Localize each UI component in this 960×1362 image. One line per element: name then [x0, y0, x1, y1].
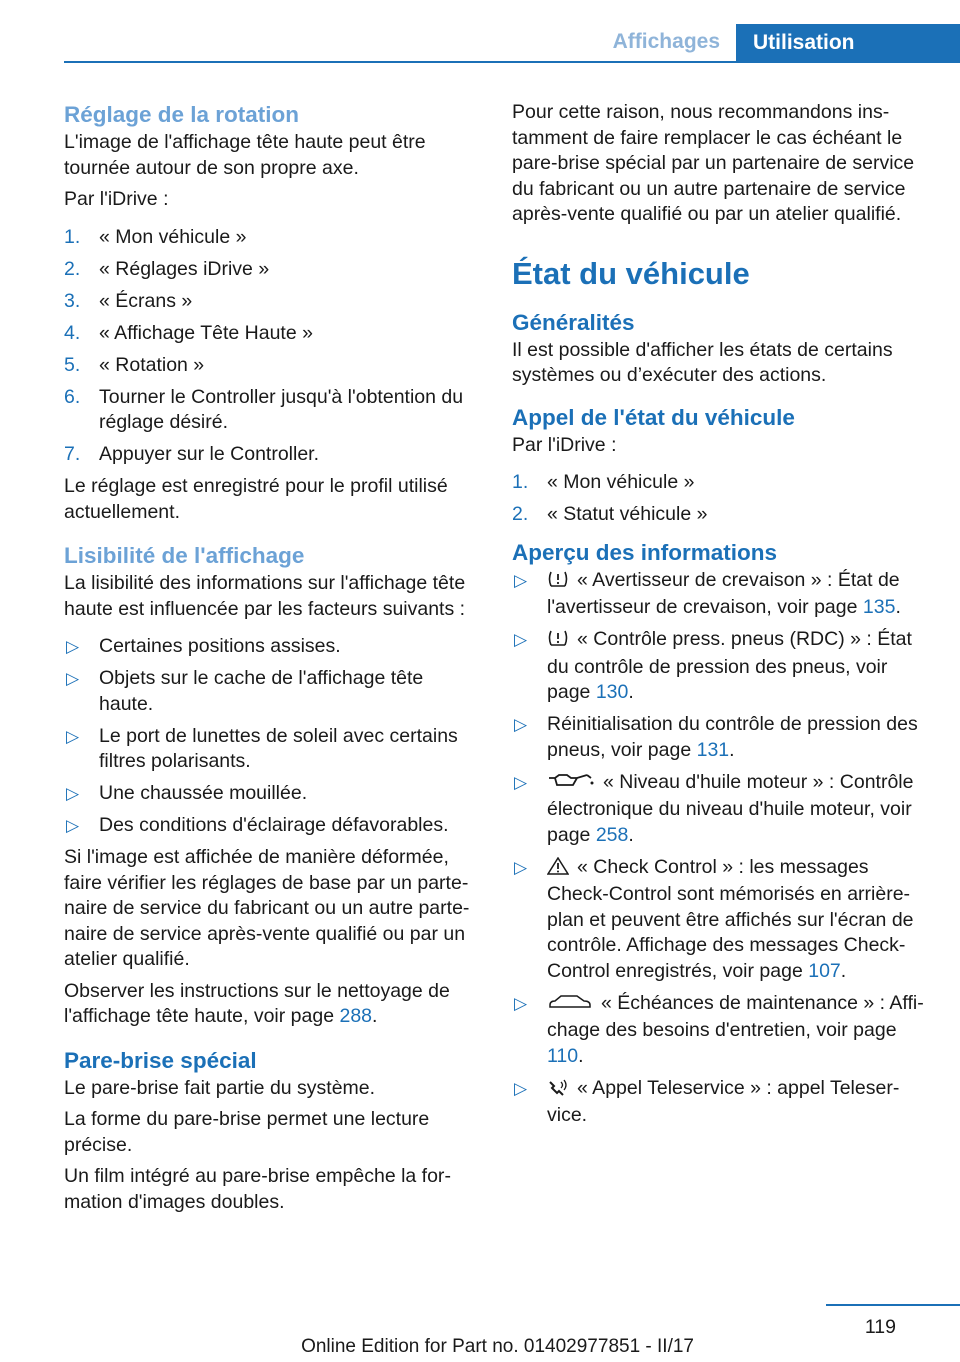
distortion-paragraph: Si l'image est affichée de manière déformée, faire vérifier les réglages de base par un partenaire de service du fabricant ou un autre partenaire de service après-vente qualifié ou par un atelier qualifié.	[64, 846, 470, 970]
footer-rule	[826, 1304, 960, 1306]
bullet-triangle-icon: ▷	[514, 630, 528, 649]
list-item: ▷ « Échéances de maintenance » : Affichage des besoins d'entretien, voir page 110.	[514, 991, 924, 1067]
bullet-triangle-icon: ▷	[66, 637, 80, 656]
vehicle-status-heading: État du véhicule	[512, 255, 750, 291]
list-item: ▷ « Niveau d'huile moteur » : Contrôle électronique du niveau d'huile moteur, voir page 258.	[514, 770, 914, 846]
service-car-icon	[547, 993, 593, 1019]
general-heading: Généralités	[512, 309, 635, 335]
cleaning-paragraph: Observer les instructions sur le nettoyage de l'affichage tête haute, voir page 288.	[64, 979, 450, 1027]
bullet-triangle-icon: ▷	[514, 1078, 528, 1098]
visibility-heading: Lisibilité de l'affichage	[64, 543, 305, 568]
bullet-triangle-icon: ▷	[66, 784, 80, 803]
rotation-intro: L'image de l'affichage tête haute peut être tournée autour de son propre axe.	[64, 131, 426, 179]
bullet-triangle-icon: ▷	[514, 715, 528, 734]
list-item: ▷ « Appel Teleservice » : appel Teleservice.	[514, 1076, 900, 1126]
visibility-intro: La lisibilité des informations sur l'affichage tête haute est influencée par les facteurs suivants :	[64, 572, 466, 620]
bullet-triangle-icon: ▷	[66, 669, 80, 688]
page-link-135[interactable]: 135	[862, 596, 896, 618]
list-item: ▷ « Contrôle press. pneus (RDC) » : État du contrôle de pression des pneus, voir page 130.	[514, 628, 912, 703]
teleservice-icon	[547, 1078, 569, 1104]
bullet-triangle-icon: ▷	[66, 816, 80, 835]
section-tab-affichages[interactable]: Affichages	[612, 30, 720, 53]
header-rule	[64, 61, 960, 63]
windshield-p1: Le pare-brise fait partie du système.	[64, 1076, 376, 1099]
continuation-paragraph: Pour cette raison, nous recommandons instamment de faire remplacer le cas échéant le pare-brise spécial par un partenaire de service du fabricant ou un autre partenaire de service après-vente qualifié ou par un atelier qualifié.	[512, 101, 915, 225]
bullet-triangle-icon: ▷	[514, 570, 528, 590]
list-item: 6. Tourner le Controller jusqu'à l'obtention du réglage désiré.	[64, 385, 464, 433]
page-link-107[interactable]: 107	[808, 959, 841, 982]
list-item: ▷ Objets sur le cache de l'affichage tête haute.	[66, 667, 424, 715]
list-item: 1. « Mon véhicule »	[64, 225, 247, 248]
windshield-p3: Un film intégré au pare-brise empêche la formation d'images doubles.	[64, 1165, 451, 1213]
overview-heading: Aperçu des informations	[512, 539, 778, 565]
list-item: 2. « Réglages iDrive »	[64, 257, 270, 280]
page-link-258[interactable]: 258	[595, 823, 629, 846]
bullet-triangle-icon: ▷	[514, 772, 528, 792]
call-status-via: Par l'iDrive :	[512, 433, 617, 456]
page-link-110[interactable]: 110	[547, 1044, 579, 1067]
oil-level-icon	[547, 772, 595, 798]
right-column	[512, 100, 930, 1135]
page-number: 119	[864, 1316, 896, 1338]
list-item: 2. « Statut véhicule »	[512, 503, 708, 525]
edition-footer: Online Edition for Part no. 01402977851 - II/17	[301, 1336, 694, 1357]
warning-triangle-icon	[547, 857, 569, 883]
page-link-130[interactable]: 130	[595, 681, 629, 703]
rotation-note: Le réglage est enregistré pour le profil utilisé actuellement.	[64, 475, 448, 523]
rotation-heading: Réglage de la rotation	[64, 102, 300, 127]
page-link-131[interactable]: 131	[696, 738, 730, 761]
list-item: 1. « Mon véhicule »	[512, 471, 695, 493]
call-status-steps	[512, 470, 930, 528]
visibility-factors	[64, 634, 482, 839]
list-item: 3. « Écrans »	[64, 289, 193, 312]
list-item: 7. Appuyer sur le Controller.	[64, 443, 320, 465]
list-item: ▷ « Check Control » : les messages Check-Control sont mémorisés en arrière-plan et peuvent être affichés sur l'écran de contrôle. Affichage des messages Check-Control enregistrés, voir page 107.	[514, 855, 914, 982]
list-item: ▷ « Avertisseur de crevaison » : État de l'avertisseur de crevaison, voir page 135.	[514, 568, 901, 618]
chapter-tab-utilisation[interactable]: Utilisation	[736, 24, 960, 62]
bullet-triangle-icon: ▷	[66, 726, 80, 746]
list-item: ▷ Une chaussée mouillée.	[64, 781, 482, 807]
list-item: ▷ Des conditions d'éclairage défavorables.	[64, 813, 482, 839]
rotation-via: Par l'iDrive :	[64, 188, 169, 210]
left-column	[64, 100, 482, 1221]
list-item: ▷ Réinitialisation du contrôle de pression des pneus, voir page 131.	[514, 713, 918, 761]
windshield-p2: La forme du pare-brise permet une lecture précise.	[64, 1108, 430, 1156]
rotation-steps	[64, 225, 482, 468]
list-item: 4. « Affichage Tête Haute »	[64, 321, 313, 344]
bullet-triangle-icon: ▷	[514, 857, 528, 877]
windshield-heading: Pare-brise spécial	[64, 1047, 257, 1073]
bullet-triangle-icon: ▷	[514, 993, 528, 1013]
tire-pressure-monitor-icon	[547, 629, 569, 655]
overview-list	[512, 568, 930, 1129]
list-item: ▷ Le port de lunettes de soleil avec certains filtres polarisants.	[66, 724, 458, 772]
general-text: Il est possible d'afficher les états de certains systèmes ou d’exécuter des actions.	[512, 338, 893, 386]
call-status-heading: Appel de l'état du véhicule	[512, 404, 795, 430]
tire-pressure-warning-icon	[547, 570, 569, 596]
list-item: 5. « Rotation »	[64, 353, 205, 376]
page-link-288[interactable]: 288	[339, 1005, 373, 1027]
list-item: ▷ Certaines positions assises.	[64, 634, 482, 660]
